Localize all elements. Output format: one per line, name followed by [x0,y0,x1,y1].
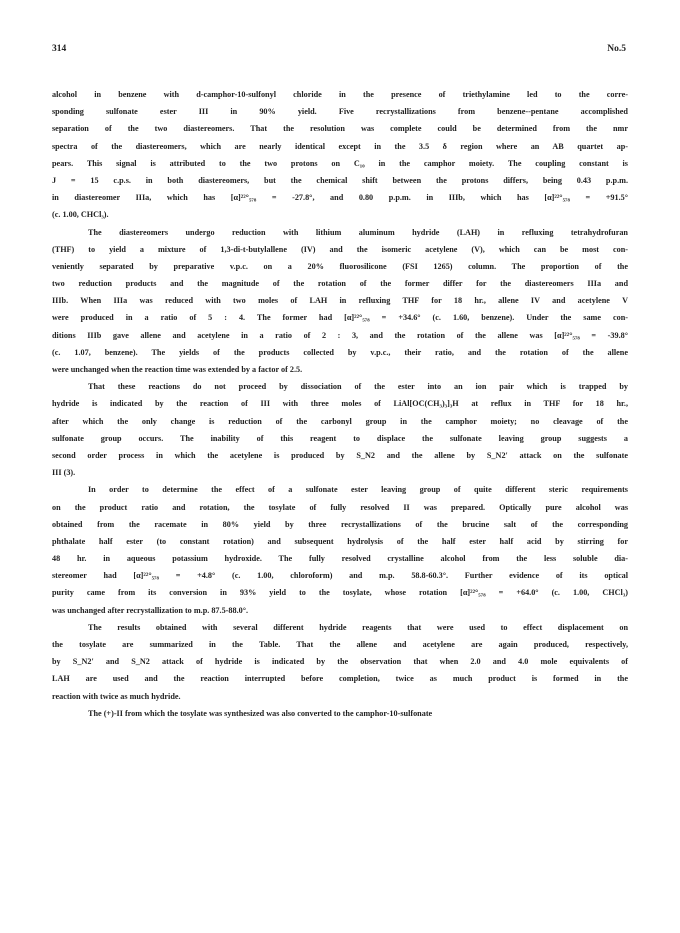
text-line: two reduction products and the magnitude of the rotation of the former differ for the diastereomers IIIa and [52,279,628,289]
text-line: (c. 1.07, benzene). The yields of the products collected by v.p.c., their ratio, and the rotation of the allene [52,347,628,357]
page-header [52,44,626,58]
text-line: were produced in a ratio of 5 : 4. The former had [α]²²°₅₇₈ = +34.6° (c. 1.60, benzene). Under the same con- [52,313,628,323]
text-line: J = 15 c.p.s. in both diastereomers, but the chemical shift between the protons differs, being 0.43 p.p.m. [52,175,628,185]
body-text [52,86,628,722]
text-line: The results obtained with several different hydride reagents that were used to effect displacement on [88,622,628,632]
text-line: stereomer had [α]²²°₅₇₈ = +4.8° (c. 1.00, chloroform) and m.p. 58.8-60.3°. Further evidence of its optical [52,571,628,581]
paragraph [52,619,628,705]
text-line: the tosylate are summarized in the Table. That the allene and acetylene are again produced, respectively, [52,640,628,649]
page-number: 314 [52,44,67,54]
paragraph [52,481,628,619]
text-line: reaction with twice as much hydride. [52,691,181,701]
text-line: by S_N2' and S_N2 attack of hydride is indicated by the observation that when 2.0 and 4.0 mole equivalents of [52,657,628,667]
text-line: III (3). [52,468,76,478]
text-line: obtained from the racemate in 80% yield by three recrystallizations of the brucine salt of the corresponding [52,519,628,529]
text-line: on the product ratio and rotation, the tosylate of fully resolved II was prepared. Optically pure alcohol was [52,502,628,512]
text-line: purity came from its conversion in 93% yield to the tosylate, whose rotation [α]²²°₅₇₈ = +64.0° (c. 1.00, CHCl₃) [52,588,628,598]
text-line: sulfonate group occurs. The inability of this reagent to displace the sulfonate leaving group suggests a [52,433,628,443]
text-line: sponding sulfonate ester III in 90% yield. Five recrystallizations from benzene--pentane accomplished [52,107,628,117]
text-line: were unchanged when the reaction time was extended by a factor of 2.5. [52,365,303,374]
text-line: The (+)-II from which the tosylate was synthesized was also converted to the camphor-10-sulfonate [88,708,433,718]
text-line: was unchanged after recrystallization to m.p. 87.5-88.0°. [52,605,249,615]
text-line: The diastereomers undergo reduction with lithium aluminum hydride (LAH) in refluxing tetrahydrofuran [88,227,628,237]
text-line: in diastereomer IIIa, which has [α]²²°₅₇₈ = -27.8°, and 0.80 p.p.m. in IIIb, which has [α]²²°₅₇₈ = +91.5° [52,193,628,203]
text-line: (THF) to yield a mixture of 1,3-di-t-butylallene (IV) and the isomeric acetylene (V), which can be most con- [52,244,628,254]
text-line: ditions IIIb gave allene and acetylene in a ratio of 2 : 3, and the rotation of the allene was [α]²²°₅₇₈ = -39.8° [52,330,628,340]
paragraph [52,86,628,224]
journal-issue-number: No.5 [607,44,626,54]
paragraph [52,224,628,379]
text-line: IIIb. When IIIa was reduced with two moles of LAH in refluxing THF for 18 hr., allene IV and acetylene V [52,296,628,306]
text-line: LAH are used and the reaction interrupted before completion, twice as much product is formed in the [52,674,628,684]
paragraph [52,705,628,722]
text-line: hydride is indicated by the reaction of III with three moles of LiAl[OC(CH₃)₃]₃H at reflux in THF for 18 hr., [52,399,628,409]
text-line: In order to determine the effect of a sulfonate ester leaving group of quite different steric requirements [88,485,628,495]
text-line: 48 hr. in aqueous potassium hydroxide. The fully resolved crystalline alcohol from the less soluble dia- [52,554,628,564]
text-line: second order process in which the acetylene is produced by S_N2 and the allene by S_N2' attack on the sulfonate [52,450,628,460]
text-line: after which the only change is reduction of the carbonyl group in the camphor moiety; no cleavage of the [52,416,628,426]
text-line: That these reactions do not proceed by dissociation of the ester into an ion pair which is trapped by [88,382,628,392]
text-line: spectra of the diastereomers, which are nearly identical except in the 3.5 δ region where an AB quartet ap- [52,141,628,151]
text-line: alcohol in benzene with d-camphor-10-sulfonyl chloride in the presence of triethylamine led to the corre- [52,90,628,99]
paragraph [52,378,628,481]
text-line: pears. This signal is attributed to the two protons on C₁₀ in the camphor moiety. The coupling constant is [52,158,628,168]
text-line: veniently separated by preparative v.p.c. on a 20% fluorosilicone (FSI 1265) column. The proportion of the [52,261,628,271]
text-line: separation of the two diastereomers. That the resolution was complete could be determined from the nmr [52,124,628,134]
text-line: phthalate half ester (to constant rotation) and subsequent hydrolysis of the half ester half acid by stirring for [52,536,628,546]
text-line: (c. 1.00, CHCl₃). [52,210,109,220]
